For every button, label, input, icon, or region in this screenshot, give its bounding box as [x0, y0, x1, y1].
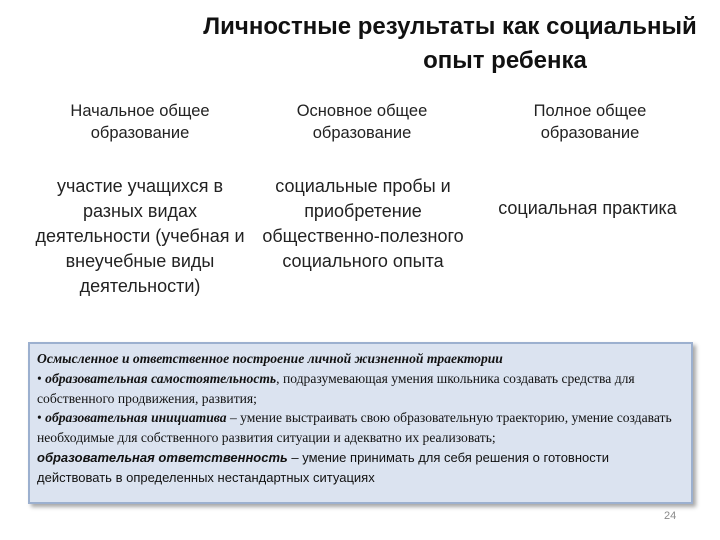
column-heading-basic: Основное общее образование [296, 102, 428, 142]
column-heading-primary: Начальное общее образование [70, 102, 210, 142]
box-item-initiative: • образовательная инициатива – умение выстраивать свою образовательную траекторию, умение создавать необходимые для собственного развития ситуации и адекватно их реализовать; [37, 410, 672, 446]
column-text-full: социальная практика [498, 198, 677, 218]
column-text-primary: участие учащихся в разных видах деятельности (учебная и внеучебные виды деятельности) [35, 176, 245, 296]
column-heading-full: Полное общее образование [533, 102, 647, 142]
page-number: 24 [664, 510, 677, 522]
slide-title [180, 10, 720, 78]
box-item-responsibility: образовательная ответственность – умение принимать для себя решения о готовности действовать в определенных нестандартных ситуациях [37, 449, 609, 485]
title-line-2: опыт ребенка [423, 47, 587, 74]
column-text-basic: социальные пробы и приобретение общественно-полезного социального опыта [262, 176, 464, 271]
box-heading: Осмысленное и ответственное построение личной жизненной траектории [37, 351, 503, 366]
competence-box [28, 342, 693, 504]
box-item-autonomy: • образовательная самостоятельность, подразумевающая умения школьника создавать средства для собственного продвижения, развития; [37, 370, 635, 406]
title-line-1: Личностные результаты как социальный [203, 13, 697, 40]
